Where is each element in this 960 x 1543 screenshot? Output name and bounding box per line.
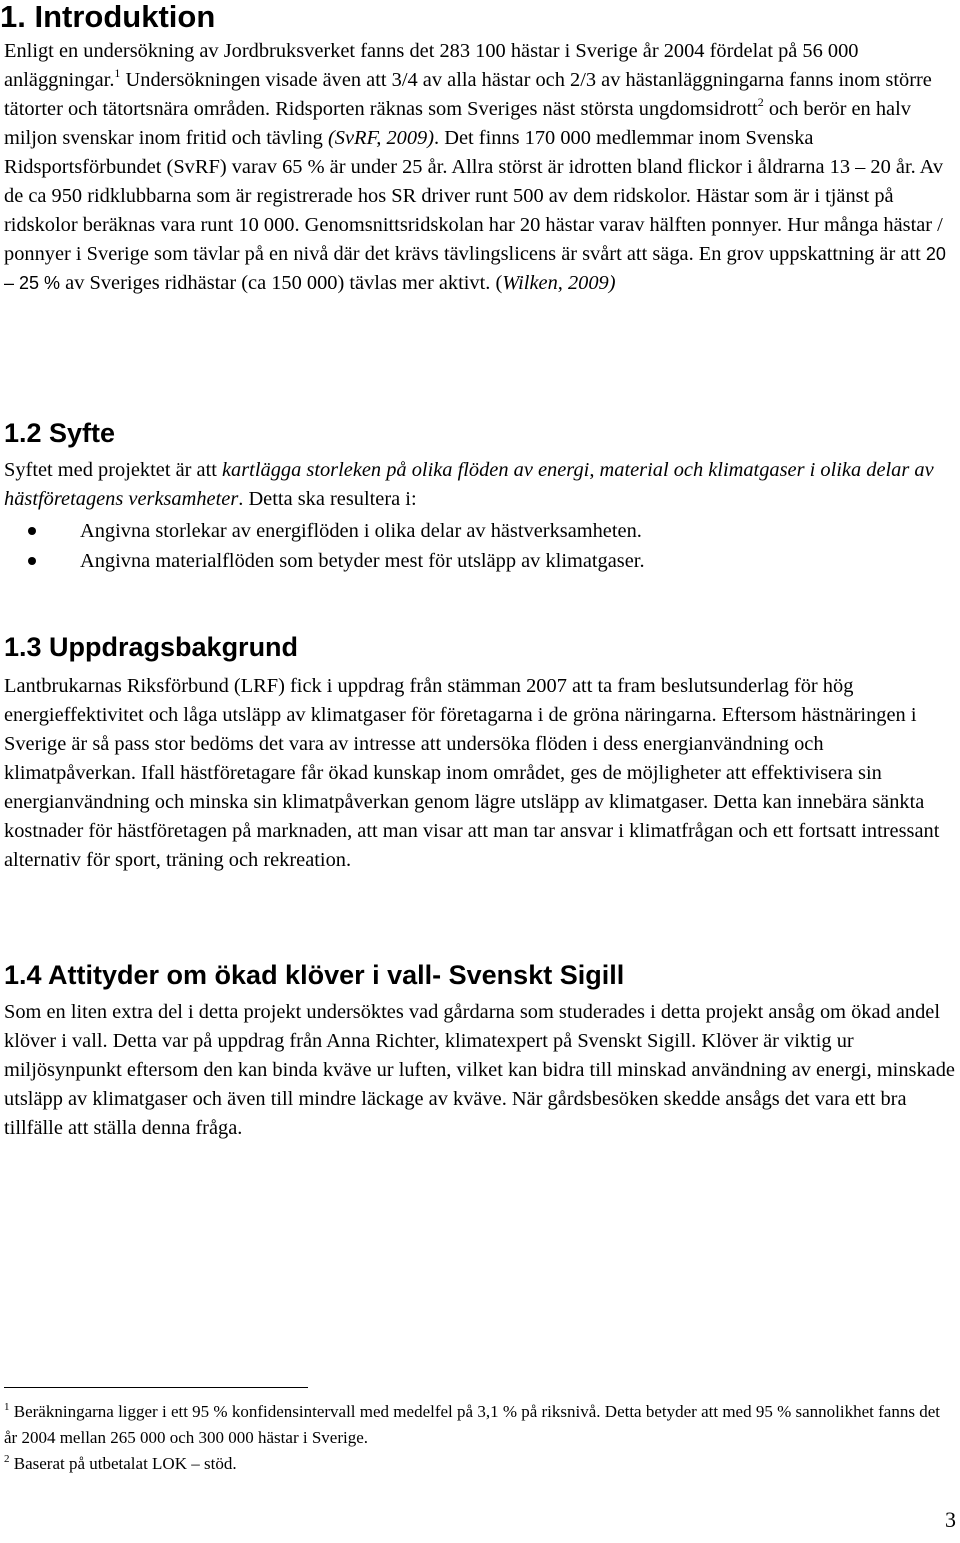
- footnote-separator: [4, 1387, 308, 1388]
- section-heading-uppdragsbakgrund: 1.3 Uppdragsbakgrund: [4, 632, 299, 662]
- percent-range: 20 – 25 %: [4, 244, 946, 293]
- footnote-ref-2[interactable]: 2: [757, 95, 764, 109]
- intro-text-c: och berör en halv miljon svenskar inom fritid och tävling: [4, 98, 911, 149]
- footnote-text: Beräkningarna ligger i ett 95 % konfidensintervall med medelfel på 3,1 % på riksnivå. Detta betyder att med 95 % sannolikhet fanns det år 2004 mellan 265 000 och 300 000 hästar i Sverige.: [4, 1402, 940, 1447]
- section-heading-attityder: 1.4 Attityder om ökad klöver i vall- Svenskt Sigill: [4, 960, 625, 990]
- paragraph-introduktion: [4, 37, 956, 298]
- intro-text-b: Undersökningen visade även att 3/4 av alla hästar och 2/3 av hästanläggningarna fanns inom större tätorter och tätortsnära områden. Ridsporten räknas som Sveriges näst största ungdomsidrott: [4, 69, 932, 120]
- footnote-number: 2: [4, 1453, 10, 1465]
- intro-text-a: Enligt en undersökning av Jordbruksverket fanns det 283 100 hästar i Sverige år 2004 fördelat på 56 000 anläggningar.: [4, 40, 859, 91]
- list-item: [4, 546, 944, 576]
- footnote-number: 1: [4, 1401, 10, 1413]
- syfte-text-b: . Detta ska resultera i:: [238, 488, 417, 510]
- paragraph-syfte: [4, 456, 956, 514]
- citation-svrf: (SvRF, 2009): [327, 127, 435, 149]
- list-item-text: Angivna storlekar av energiflöden i olika delar av hästverksamheten.: [80, 520, 642, 542]
- syfte-bullet-list: [4, 516, 944, 576]
- footnote-ref-1[interactable]: 1: [114, 66, 121, 80]
- intro-text-d: . Det finns 170 000 medlemmar inom Svenska Ridsportsförbundet (SvRF) varav 65 % är under 25 år. Allra störst är idrotten bland flickor i åldrarna 13 – 20 år. Av de ca 950 ridklubbarna som är registrerade hos SR driver runt 500 av dem ridskolor. Hästar som är i tjänst på ridskolor beräknas vara runt 10 000. Genomsnittsridskolan har 20 hästar varav hälften ponnyer. Hur många hästar / ponnyer i Sverige som tävlar på en nivå där det krävs tävlingslicens är svårt att säga. En grov uppskattning är att: [4, 127, 944, 265]
- page-number: 3: [945, 1507, 956, 1532]
- bullet-icon: [28, 527, 36, 535]
- bullet-icon: [28, 557, 36, 565]
- footnotes: [4, 1399, 956, 1477]
- paragraph-attityder: Som en liten extra del i detta projekt undersöktes vad gårdarna som studerades i detta projekt ansåg om ökad andel klöver i vall. Detta var på uppdrag från Anna Richter, klimatexpert på Svenskt Sigill. Klöver är viktig ur miljösynpunkt eftersom den kan binda kväve ur luften, vilket kan bidra till minskad användning av energi, minskade utsläpp av klimatgaser och även till mindre läckage av kväve. När gårdsbesöken skedde ansågs det vara ett bra tillfälle att ställa denna fråga.: [4, 1001, 955, 1139]
- syfte-text-a: Syftet med projektet är att: [4, 459, 222, 481]
- section-heading-syfte: 1.2 Syfte: [4, 418, 116, 448]
- paragraph-uppdragsbakgrund: Lantbrukarnas Riksförbund (LRF) fick i uppdrag från stämman 2007 att ta fram beslutsunderlag för hög energieffektivitet och låga utsläpp av klimatgaser för företagarna i de gröna näringarna. Eftersom hästnäringen i Sverige är så pass stor bedöms det vara av intresse att undersöka flöden i dess energianvändning och klimatpåverkan. Ifall hästföretagare får ökad kunskap inom området, ges de möjligheter att effektivisera sin energianvändning och minska sin klimatpåverkan genom lägre utsläpp av klimatgaser. Detta kan innebära sänkta kostnader för hästföretagen på marknaden, att man visar att man tar ansvar i klimatfrågan och ett fortsatt intressant alternativ för sport, träning och rekreation.: [4, 675, 940, 871]
- list-item-text: Angivna materialflöden som betyder mest för utsläpp av klimatgaser.: [80, 550, 645, 572]
- footnote-1: [4, 1399, 956, 1451]
- syfte-italic: kartlägga storleken på olika flöden av energi, material och klimatgaser i olika delar av hästföretagens verksamheter: [4, 459, 934, 510]
- list-item: [4, 516, 944, 546]
- intro-text-e: av Sveriges ridhästar (ca 150 000) tävlas mer aktivt. (: [60, 272, 503, 294]
- section-heading-introduktion: 1. Introduktion: [0, 0, 216, 34]
- footnote-text: Baserat på utbetalat LOK – stöd.: [9, 1454, 237, 1473]
- citation-wilken: Wilken, 2009): [502, 272, 616, 294]
- footnote-2: [4, 1451, 956, 1477]
